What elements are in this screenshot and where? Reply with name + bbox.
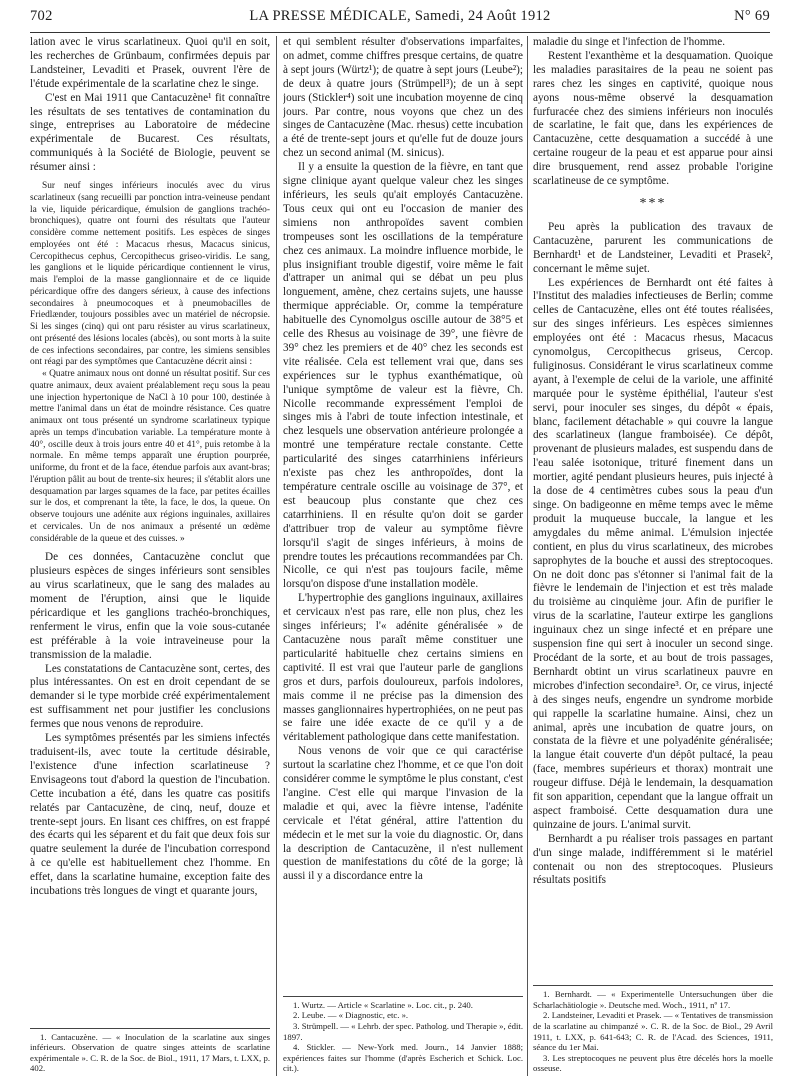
footnote: 1. Wurtz. — Article « Scarlatine ». Loc. cit., p. 240. xyxy=(293,999,473,1010)
footnote: 2. Landsteiner, Levaditi et Prasek. — « Tentatives de transmission de la scarlatine au chimpanzé ». C. R. de la Soc. de Biol., 29 Avril 1911, t. LXX, p. 641-643; C. R. de l'Acad. des Sciences, 1911, séance du 1er Mai. xyxy=(533,1010,773,1053)
column-2 xyxy=(283,36,523,1078)
paragraph: Nous venons de voir que ce qui caractérise surtout la scarlatine chez l'homme, et ce que l'on doit considérer comme le symptôme le plus constant, c'est l'angine. C'est elle qui marque l'invasion de la maladie et qui, avec la fièvre intense, l'adénite cervicale et l'état général, attire l'attention du médecin et le met sur la voie du diagnostic. Or, dans la description de Cantacuzène, il n'est nullement question de manifestations du côté de la gorge; là aussi il y a discordance entre la xyxy=(283,745,523,883)
journal-title: LA PRESSE MÉDICALE, Samedi, 24 Août 1912 xyxy=(249,8,551,24)
footnote: 3. Strümpell. — « Lehrb. der spec. Patholog. und Therapie », édit. 1897. xyxy=(283,1021,523,1042)
footnotes xyxy=(30,1028,270,1074)
paragraph: Peu après la publication des travaux de Cantacuzène, parurent les communications de Bernhardt¹ et de Landsteiner, Levaditi et Prasek², concernant le même sujet. xyxy=(533,220,773,275)
paragraph: L'hypertrophie des ganglions inguinaux, axillaires et cervicaux n'est pas rare, elle non plus, chez les singes inférieurs; l'« adénite généralisée » de Cantacuzène nous paraît même constituer une particularité habituelle chez certains simiens en captivité. Il est vrai que l'auteur parle de ganglions gros et durs, parfois douloureux, parfois indolores, mais comme il ne précise pas la dimension des masses ganglionnaires hypertrophiées, on ne peut pas se faire une idée exacte de ce qu'il y a de véritablement pathologique dans cette manifestation. xyxy=(283,592,523,744)
paragraph: et qui semblent résulter d'observations imparfaites, on admet, comme chiffres presque certains, de quatre à sept jours (Würtz¹); de quatre à sept jours (Leube²); de deux à quatre jours (Strümpell³); de un à sept jours (Stickler⁴) soit une incubation moyenne de cinq jours. Par contre, nous voyons que chez un des singes de Cantacuzène (Mac. rhesus) cette incubation a été de trente-sept jours et qu'elle fut de douze jours chez un second animal (M. sinicus). xyxy=(283,36,523,160)
header-rule xyxy=(30,32,770,33)
paragraph: C'est en Mai 1911 que Cantacuzène¹ fit connaître les résultats de ses tentatives de contamination du singe, entreprises au Laboratoire de médecine expérimentale de Bucarest. Ces résultats, communiqués à la Société de Biologie, peuvent se résumer ainsi : xyxy=(30,91,270,174)
footnote: 1. Cantacuzène. — « Inoculation de la scarlatine aux singes inférieurs. Observation de quatre singes atteints de scarlatine expérimentale ». C. R. de la Soc. de Biol., 1911, 17 Mars, t. LXX, p. 402. xyxy=(30,1031,270,1074)
footnotes xyxy=(533,985,773,1074)
column-1 xyxy=(30,36,270,1078)
footnote: 3. Les streptocoques ne peuvent plus être décelés hors la moelle osseuse. xyxy=(533,1052,773,1074)
small-paragraph: Sur neuf singes inférieurs inoculés avec du virus scarlatineux (sang recueilli par ponction intra-veineuse pendant la vie, liquide péricardique, émulsion de ganglions trachéo-bronchiques), quatre ont fourni des résultats que l'auteur considère comme nettement positifs. Les espèces de singes employées ont été : Macacus rhesus, Macacus sinicus, Cercopithecus cephus, Cercopithecus griseo-viridis. Le sang, les ganglions et le liquide péricardique contiennent le virus, mais l'emploi de la masse ganglionnaire et de ce liquide péricardique offre des dangers sérieux, à cause des infections secondaires à pneumocoques et à pneumobacilles de Friedlænder, toujours possibles avec un matériel de nécropsie. Si les singes (cinq) qui ont paru résister au virus scarlatineux, ont présenté des lésions locales (abcès), ou sont morts à la suite de ces infections secondaires, par contre, les simiens sensibles ont réagi par des symptômes que Cantacuzène décrit ainsi : xyxy=(30,181,270,368)
footnote: 2. Leube. — « Diagnostic, etc. ». xyxy=(293,1010,409,1021)
paragraph: lation avec le virus scarlatineux. Quoi qu'il en soit, les recherches de Grünbaum, confirmées depuis par Landsteiner, Levaditi et Prasek, ouvrent l'ère de l'étude expérimentale de la scarlatine chez le singe. xyxy=(30,36,270,90)
column-divider xyxy=(276,36,277,1076)
paragraph: Les symptômes présentés par les simiens infectés traduisent-ils, avec toute la certitude désirable, l'existence d'une infection scarlatineuse ? Envisageons tout d'abord la question de l'incubation. Cette incubation a été, dans les quatre cas positifs relatés par Cantacuzène, de cinq, neuf, douze et trente-sept jours. En lisant ces chiffres, on est frappé des écarts qui les séparent et du fait que deux fois sur quatre seulement la durée de l'incubation correspond à ce qu'elle est habituellement chez l'homme. En effet, dans la scarlatine humaine, exception faite des incubations très longues de vingt et quarante jours, xyxy=(30,732,270,898)
paragraph: Bernhardt a pu réaliser trois passages en partant d'un singe malade, indifféremment si le matériel contenait ou non des streptocoques. Plusieurs résultats positifs xyxy=(533,832,773,887)
column-3 xyxy=(533,36,773,1078)
paragraph: Il y a ensuite la question de la fièvre, en tant que signe clinique ayant quelque valeur chez les singes inférieurs, les seuls qu'ait employés Cantacuzène. Tous ceux qui ont eu l'occasion de manier des simiens non anthropoïdes savent combien trompeuses sont les oscillations de la température chez ces animaux. La moindre influence morbide, le plus insignifiant trouble digestif, voire même le fait d'attraper un animal qui se débat un peu plus longuement, amène, chez certains sujets, une hausse thermique appréciable. Or, comme la température habituelle des Cynomolgus oscille autour de 38°5 et celle des Rhesus au voisinage de 39°, une fièvre de 39° chez les premiers et de 40° chez les seconds est vite réalisée. Cela est tellement vrai que, dans ses expériences sur le typhus exanthématique, où l'unique symptôme de valeur est la fièvre, Ch. Nicolle recommande expressément l'emploi de singes mis à l'abri de toute infection intestinale, et chez lesquels une observation antérieure prolongée a montré une température rectale constante. Cette particularité des singes catarrhiniens inférieurs n'existe pas chez les anthropoïdes, dont la température centrale oscille au voisinage de 37°, et est beaucoup plus constante que chez ces catarrhiniens. Il en résulte qu'on doit se garder d'attribuer trop de valeur au symptôme fièvre lorsqu'il s'agit de singes inférieurs, à moins de prendre toutes les précautions recommandées par Ch. Nicolle, ce qui n'est pas toujours facile, même lorsqu'on dispose d'une installation modèle. xyxy=(283,161,523,591)
issue-number: N° 69 xyxy=(734,8,770,24)
page-header xyxy=(30,6,770,28)
paragraph: Les expériences de Bernhardt ont été faites à l'Institut des maladies infectieuses de Berlin; comme celles de Cantacuzène, elles ont été toutes réalisées, sur des singes inférieurs. Les espèces simiennes employées ont été : Macacus rhesus, Macacus cynomolgus, Cercopithecus griseus, Cercop. fuliginosus. Considérant le virus scarlatineux comme ayant, à l'exemple de celui de la variole, une affinité marquée pour le système épithélial, l'auteur s'est servi, pour inoculer ses singes, du dépôt « épais, blanc, facilement détachable » qui couvre la langue des scarlatineux (langue framboisée). Ce dépôt, provenant de plusieurs malades, est suspendu dans de l'eau salée isotonique, trituré finement dans un mortier, agité pendant plusieurs heures, puis injecté à la dose de 4 centimètres cubes sous la peau d'un singe. On badigeonne en même temps avec le même produit la muqueuse buccale, la langue et les amygdales du même animal. L'émulsion injectée contient, en plus du virus scarlatineux, des microbes saprophytes de la bouche et aussi des streptocoques. On ne doit donc pas s'étonner si l'animal fait de la fièvre le lendemain de l'injection et est très malade du troisième au cinquième jour. Afin de purifier le virus de la scarlatine, l'auteur extirpe les ganglions inguinaux chez un singe infecté et en prépare une suspension fine qui sert à inoculer un second singe. Procédant de la sorte, et au bout de trois passages, Bernhardt obtint un virus scarlatineux pauvre en microbes d'infection secondaire³. Or, ce virus, injecté à des singes neufs, engendre un syndrome morbide qui rappelle la scarlatine humaine. Ainsi, chez un animal, après une incubation de quatre jours, on constata de la fièvre et une polyadénite généralisée; la langue était couverte d'un dépôt pultacé, la peau (face, membres supérieurs et thorax) montrait une rougeur diffuse. Déjà le lendemain, la desquamation fit son apparition, cependant que la langue offrait un aspect framboisé. Cette desquamation dura une quinzaine de jours. L'animal survit. xyxy=(533,276,773,831)
paragraph: De ces données, Cantacuzène conclut que plusieurs espèces de singes inférieurs sont sensibles au virus scarlatineux, que le sang des malades au moment de l'éruption, ainsi que le liquide péricardique et les ganglions trachéo-bronchiques, renferment le virus, enfin que la voie sous-cutanée est préférable à la voie intraveineuse pour la transmission de la maladie. xyxy=(30,551,270,661)
small-paragraph: « Quatre animaux nous ont donné un résultat positif. Sur ces quatre animaux, deux avaient préalablement reçu sous la peau une injection hypertonique de NaCl à 10 pour 100, destinée à mettre l'animal dans un état de moindre résistance. Ces quatre animaux ont tous présenté un syndrome scarlatineux typique après un temps d'incubation variable. La température monte à 40°, oscille deux à trois jours entre 40 et 41°, puis retombe à la normale. En même temps apparaît une éruption pourprée, uniforme, du front et de la face, étendue parfois aux avant-bras; l'éruption pâlit au bout de trente-six heures; il s'établit alors une desquamation par larges squames de la face, par petites écailles sur le dos, et comprenant la tête, la face, le dos, la queue. On observe toujours une adénite aux régions inguinales, axillaires et cervicales. Un de nos animaux a présenté un œdème considérable de la queue et des cuisses. » xyxy=(30,369,270,544)
paragraph: Restent l'exanthème et la desquamation. Quoique les maladies parasitaires de la peau ne soient pas rares chez les singes en captivité, quoique nous ayons nous-même observé la desquamation furfuracée chez des simiens inférieurs non inoculés de scarlatine, le fait que, dans les expériences de Cantacuzène, cette desquamation a succédé à une certaine rougeur de la peau et est apparue pour ainsi dire brusquement, rend assez probable l'origine scarlatineuse de ce symptôme. xyxy=(533,49,773,188)
paragraph: maladie du singe et l'infection de l'homme. xyxy=(533,36,725,48)
asterism: *** xyxy=(639,195,667,211)
footnotes xyxy=(283,996,523,1074)
paragraph: Les constatations de Cantacuzène sont, certes, des plus intéressantes. On est en droit cependant de se demander si le type morbide créé expérimentalement est suffisamment net pour justifier les conclusions fermes que nous venons de reproduire. xyxy=(30,662,270,731)
quoted-summary xyxy=(30,181,270,545)
column-divider xyxy=(527,36,528,1076)
footnote: 4. Stickler. — New-York med. Journ., 14 Janvier 1888; expériences faites sur l'homme (d'après Escherich et Schick. Loc. cit.). xyxy=(283,1042,523,1074)
page-number: 702 xyxy=(30,8,53,24)
footnote: 1. Bernhardt. — « Experimentelle Untersuchungen über die Scharlachätiologie ». Deutsche med. Woch., 1911, nº 17. xyxy=(533,989,773,1010)
